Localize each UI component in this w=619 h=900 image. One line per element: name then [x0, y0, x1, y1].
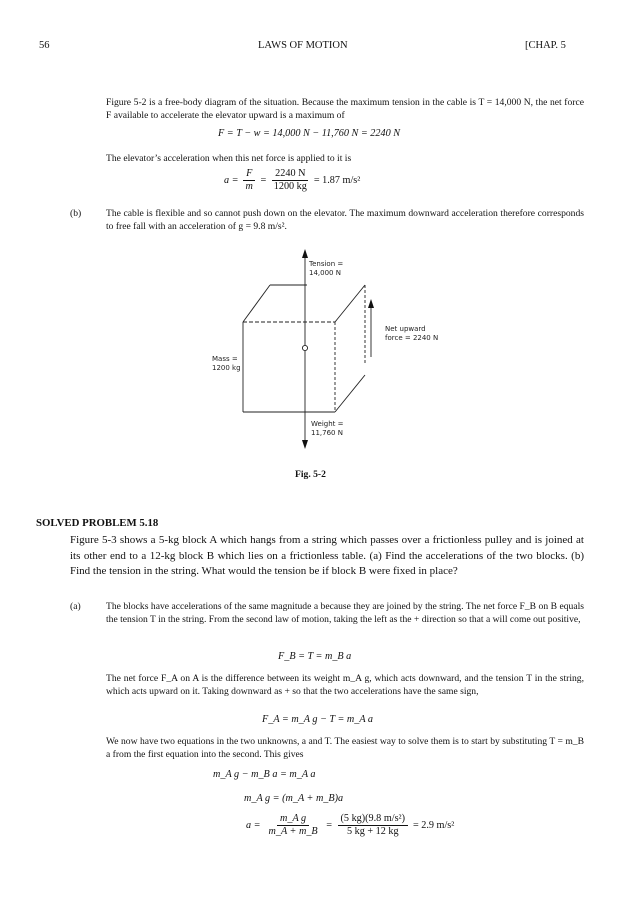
equation-fb: F_B = T = m_B a [278, 651, 352, 662]
tension-label-line-2: 14,000 N [309, 268, 341, 277]
weight-label-line-1: Weight = [311, 420, 344, 428]
equation-acceleration [224, 168, 360, 193]
problem-title: SOLVED PROBLEM 5.18 [36, 517, 159, 529]
part-b-label: (b) [70, 208, 82, 219]
eq2-equals: = [259, 175, 267, 186]
intro-paragraph: Figure 5-2 is a free-body diagram of the situation. Because the maximum tension in the cable is T = 14,000 N, the net force F available to accelerate the elevator upward is a maximum of [106, 97, 584, 122]
eq2-f2-num: 2240 N [272, 168, 308, 181]
page-number: 56 [39, 40, 50, 51]
eq7-f2-den: 5 kg + 12 kg [346, 826, 399, 837]
box-diag-tl [243, 285, 270, 322]
equation-fa: F_A = m_A g − T = m_A a [262, 714, 374, 725]
figure-caption: Fig. 5-2 [295, 469, 326, 480]
eq2-f1-num: F [243, 168, 255, 181]
net-force-arrowhead [368, 299, 374, 308]
tension-label-line-1: Tension = [309, 260, 344, 268]
running-title: LAWS OF MOTION [258, 40, 348, 51]
equation-sub-1: m_A g − m_B a = m_A a [213, 769, 316, 780]
fa-paragraph: The net force F_A on A is the difference between its weight m_A g, which acts downward, and the tension T in the string, which acts upward on it. Taking downward as + so that the two accelerations have the same sign, [106, 673, 584, 698]
mass-label-line-1: Mass = [212, 355, 238, 363]
substitution-paragraph: We now have two equations in the two unknowns, a and T. The easiest way to solve them is to start by substituting T = m_B a from the first equation into the second. This gives [106, 736, 584, 761]
eq7-fraction-1 [266, 813, 321, 838]
eq7-f1-den: m_A + m_B [268, 826, 318, 837]
mass-label-line-2: 1200 kg [212, 363, 241, 372]
eq7-equals: = [325, 820, 333, 831]
chapter-label: [CHAP. 5 [525, 40, 566, 51]
weight-label-line-2: 11,760 N [311, 428, 343, 437]
eq7-lhs: a = [246, 820, 261, 831]
eq2-f2-den: 1200 kg [273, 181, 307, 192]
box-diag-br [335, 375, 365, 412]
mass-label [212, 355, 241, 372]
part-a-label: (a) [70, 601, 81, 612]
problem-statement: Figure 5-3 shows a 5-kg block A which hangs from a string which passes over a frictionless pulley and is joined at its other end to a 12-kg block B which lies on a frictionless table. (a) Find the accelerations of the two blocks. (b) Find the tension in the string. What would the tension be if block B were fixed in place? [70, 534, 584, 577]
weight-label [311, 420, 343, 437]
net-force-label-line-1: Net upward [385, 325, 426, 333]
center-of-mass [302, 345, 307, 350]
part-b-text: The cable is flexible and so cannot push down on the elevator. The maximum downward acceleration therefore corresponds to free fall with an acceleration of g = 9.8 m/s². [106, 208, 584, 233]
equation-sub-2: m_A g = (m_A + m_B)a [244, 793, 344, 804]
net-force-label [385, 325, 438, 342]
eq2-result: = 1.87 m/s² [313, 175, 361, 186]
tension-label [309, 260, 343, 277]
eq7-f2-num: (5 kg)(9.8 m/s²) [338, 813, 408, 826]
eq2-fraction-1 [243, 168, 256, 193]
box-diag-tr [335, 285, 365, 322]
eq2-f1-den: m [245, 181, 253, 192]
eq7-f1-num: m_A g [277, 813, 309, 826]
accel-intro: The elevator’s acceleration when this net force is applied to it is [106, 153, 352, 164]
net-force-label-line-2: force = 2240 N [385, 333, 439, 342]
eq2-fraction-2 [271, 168, 310, 193]
eq7-fraction-2 [338, 813, 408, 838]
tension-arrowhead [302, 249, 308, 258]
equation-net-force: F = T − w = 14,000 N − 11,760 N = 2240 N [218, 128, 401, 139]
equation-final-accel [246, 813, 454, 838]
eq2-lhs: a = [224, 175, 239, 186]
weight-arrowhead [302, 440, 308, 449]
part-a-text: The blocks have accelerations of the same magnitude a because they are joined by the string. The net force F_B on B equals the tension T in the string. From the second law of motion, taking the left as the + direction so that a will come out positive, [106, 601, 584, 626]
eq7-result: = 2.9 m/s² [412, 820, 455, 831]
